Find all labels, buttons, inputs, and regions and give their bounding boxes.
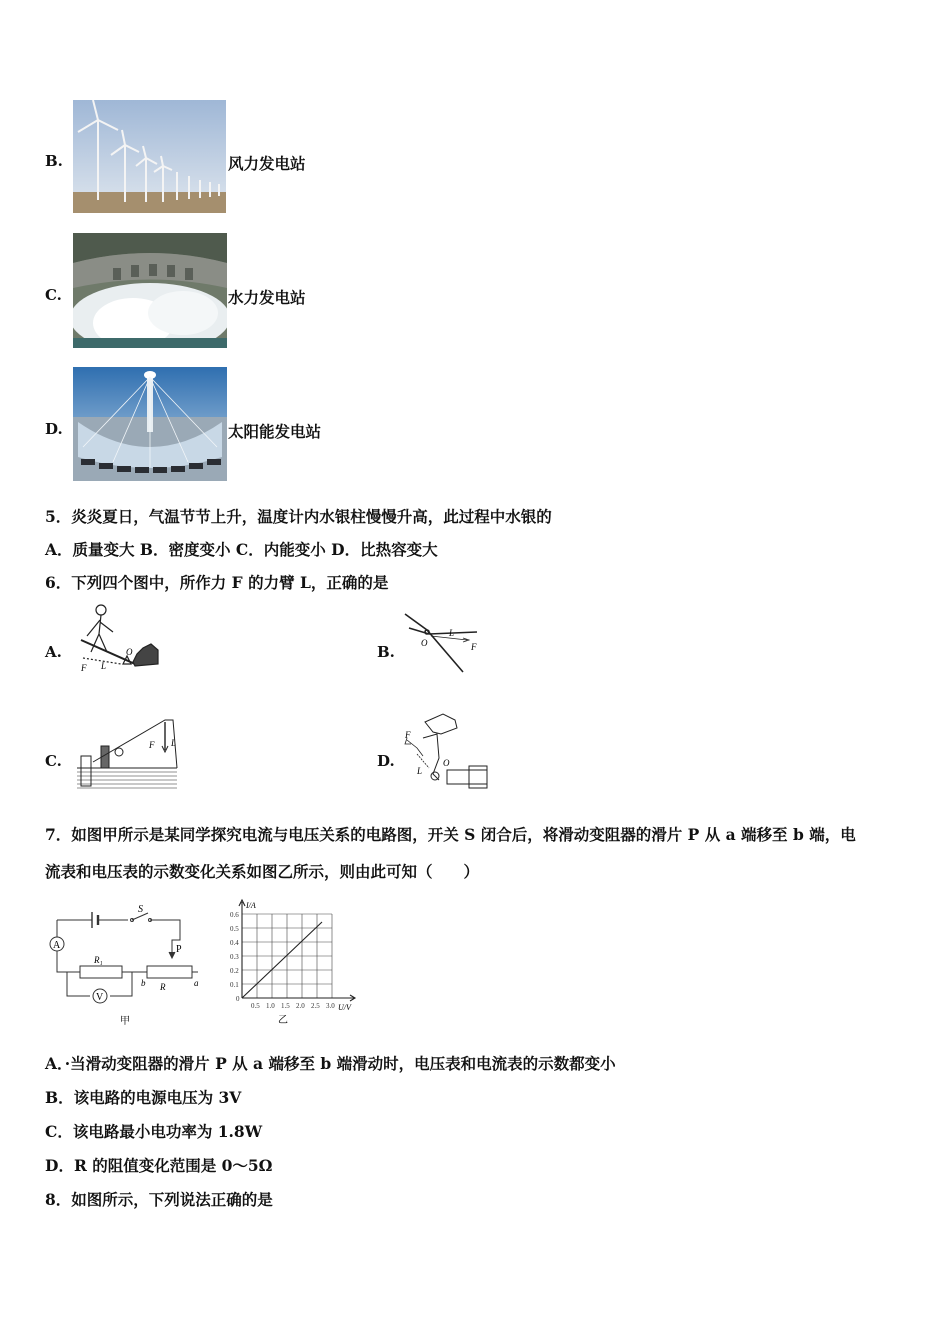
y-tick: 0 <box>236 995 240 1003</box>
lever-figure-b <box>403 606 481 674</box>
label-l: L <box>101 661 107 671</box>
label-l: L <box>417 766 423 776</box>
option-letter: C. <box>45 286 62 304</box>
x-tick: 1.0 <box>266 1002 275 1010</box>
question-5-options: A．质量变大 B．密度变小 C．内能变小 D．比热容变大 <box>45 540 438 559</box>
hydro-dam-photo <box>73 233 227 348</box>
option-letter: D. <box>377 752 395 770</box>
x-tick: 2.0 <box>296 1002 305 1010</box>
switch-label: S <box>138 904 143 915</box>
x-tick: 0.5 <box>251 1002 260 1010</box>
lever-figure-d <box>403 708 489 792</box>
r-label: R <box>160 982 166 992</box>
x-tick: 2.5 <box>311 1002 320 1010</box>
question-8-stem: 8．如图所示，下列说法正确的是 <box>45 1190 273 1209</box>
label-l: L <box>171 738 177 748</box>
question-6-stem: 6．下列四个图中，所作力 F 的力臂 L，正确的是 <box>45 573 389 592</box>
question-7-option-c: C．该电路最小电功率为 1.8W <box>45 1122 263 1141</box>
label-l: L <box>449 628 455 638</box>
question-7-stem-line1: 7．如图甲所示是某同学探究电流与电压关系的电路图，开关 S 闭合后，将滑动变阻器的滑片 P 从 a 端移至 b 端，电 <box>45 825 856 844</box>
y-tick: 0.5 <box>230 925 239 933</box>
current-voltage-graph <box>212 896 362 1028</box>
voltmeter-label: V <box>96 992 104 1003</box>
label-o: O <box>421 638 428 648</box>
label-f: F <box>405 730 411 740</box>
ammeter-label: A <box>53 940 61 951</box>
y-tick: 0.3 <box>230 953 239 961</box>
option-letter: B. <box>45 152 63 170</box>
solar-tower-photo <box>73 367 227 481</box>
label-f: F <box>149 740 155 750</box>
y-tick: 0.4 <box>230 939 239 947</box>
y-tick: 0.1 <box>230 981 239 989</box>
question-7-option-a: A．·当滑动变阻器的滑片 P 从 a 端移至 b 端滑动时，电压表和电流表的示数都变小 <box>45 1054 616 1073</box>
terminal-b: b <box>141 978 146 988</box>
x-tick: 3.0 <box>326 1002 335 1010</box>
label-f: F <box>471 642 477 652</box>
option-letter: B. <box>377 643 395 661</box>
lever-figure-c <box>73 716 181 790</box>
y-tick: 0.2 <box>230 967 239 975</box>
r1-label: R₁ <box>94 955 103 965</box>
question-7-stem-line2: 流表和电压表的示数变化关系如图乙所示，则由此可知（ ） <box>45 862 480 881</box>
option-letter: A. <box>45 643 62 661</box>
question-7-option-b: B．该电路的电源电压为 3V <box>45 1088 242 1107</box>
option-caption: 风力发电站 <box>228 154 306 173</box>
question-5-stem: 5．炎炎夏日，气温节节上升，温度计内水银柱慢慢升高，此过程中水银的 <box>45 507 552 526</box>
figure-caption: 甲 <box>120 1016 130 1027</box>
figure-caption: 乙 <box>278 1015 288 1026</box>
wind-turbines-photo <box>73 100 226 213</box>
y-tick: 0.6 <box>230 911 239 919</box>
option-letter: D. <box>45 420 63 438</box>
label-f: F <box>81 663 87 673</box>
x-tick: 1.5 <box>281 1002 290 1010</box>
option-caption: 太阳能发电站 <box>228 422 322 441</box>
label-o: O <box>443 758 450 768</box>
y-axis-label: I/A <box>246 901 256 910</box>
x-axis-label: U/V <box>338 1003 351 1012</box>
circuit-diagram <box>42 900 202 1030</box>
label-o: O <box>126 647 133 657</box>
option-letter: C. <box>45 752 62 770</box>
terminal-a: a <box>194 978 199 988</box>
question-7-option-d: D．R 的阻值变化范围是 0～5Ω <box>45 1156 273 1175</box>
option-caption: 水力发电站 <box>228 288 306 307</box>
lever-figure-a <box>73 602 160 674</box>
slider-label: P <box>176 944 182 955</box>
